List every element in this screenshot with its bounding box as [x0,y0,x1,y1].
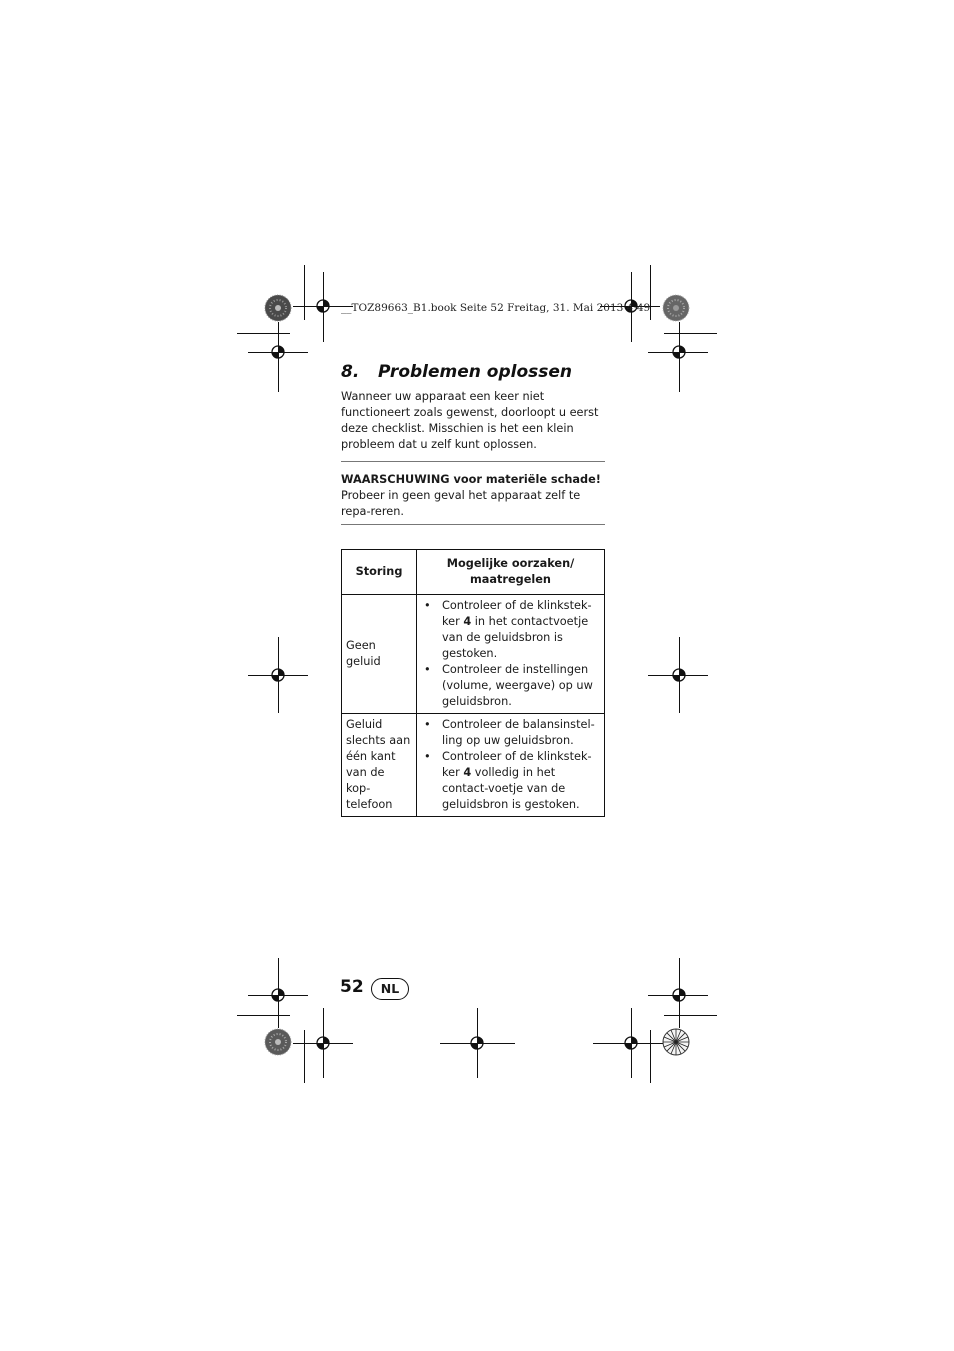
header-fault: Storing [342,550,417,595]
color-calibration-disc-icon [264,1028,292,1056]
table-row [342,714,605,817]
registration-crosshair-icon [616,1028,646,1058]
list-item: • Controleer de balansinstel-ling op uw geluidsbron. [424,718,595,747]
intro-paragraph: Wanneer uw apparaat een keer niet functioneert zoals gewenst, doorloopt u eerst deze checklist. Misschien is het een klein probleem dat u zelf kunt oplossen. [341,390,599,451]
section-title: Problemen oplossen [378,362,573,382]
table-row [342,595,605,714]
language-badge: NL [371,978,409,1000]
list-item: • Controleer of de klinkstek-ker 4 in het contactvoetje van de geluidsbron is gestoken. [424,599,592,660]
part-reference: 4 [463,615,472,628]
registration-crosshair-icon [263,660,293,690]
warning-text: Probeer in geen geval het apparaat zelf te repa-reren. [341,489,581,518]
registration-crosshair-icon [263,337,293,367]
fault-cell: Geluid slechts aan één kant van de kop-telefoon [342,714,417,817]
color-calibration-disc-icon [662,1028,690,1056]
header-cause: Mogelijke oorzaken/ maatregelen [417,550,605,595]
registration-crosshair-icon [462,1028,492,1058]
cause-cell [417,714,605,817]
color-calibration-disc-icon [264,294,292,322]
warning-title: WAARSCHUWING voor materiële schade! [341,473,601,486]
registration-crosshair-icon [263,980,293,1010]
section-number: 8. [341,362,360,382]
registration-crosshair-icon [308,1028,338,1058]
print-header: __TOZ89663_B1.book Seite 52 Freitag, 31. Mai 2013 4:49 [341,302,657,314]
registration-crosshair-icon [664,980,694,1010]
section-heading [341,362,572,382]
registration-crosshair-icon [664,660,694,690]
part-reference: 4 [463,766,472,779]
list-item: • Controleer of de klinkstek-ker 4 volledig in het contact-voetje van de geluidsbron is gestoken. [424,750,592,811]
registration-crosshair-icon [308,291,338,321]
warning-rule-bottom [341,524,605,525]
warning-rule-top [341,461,605,462]
list-item: • Controleer de instellingen (volume, weergave) op uw geluidsbron. [424,663,593,708]
color-calibration-disc-icon [662,294,690,322]
registration-crosshair-icon [664,337,694,367]
fault-cell: Geen geluid [342,595,417,714]
table-header-row [342,550,605,595]
troubleshooting-table [341,549,605,817]
cause-cell [417,595,605,714]
page-number: 52 [340,977,364,997]
